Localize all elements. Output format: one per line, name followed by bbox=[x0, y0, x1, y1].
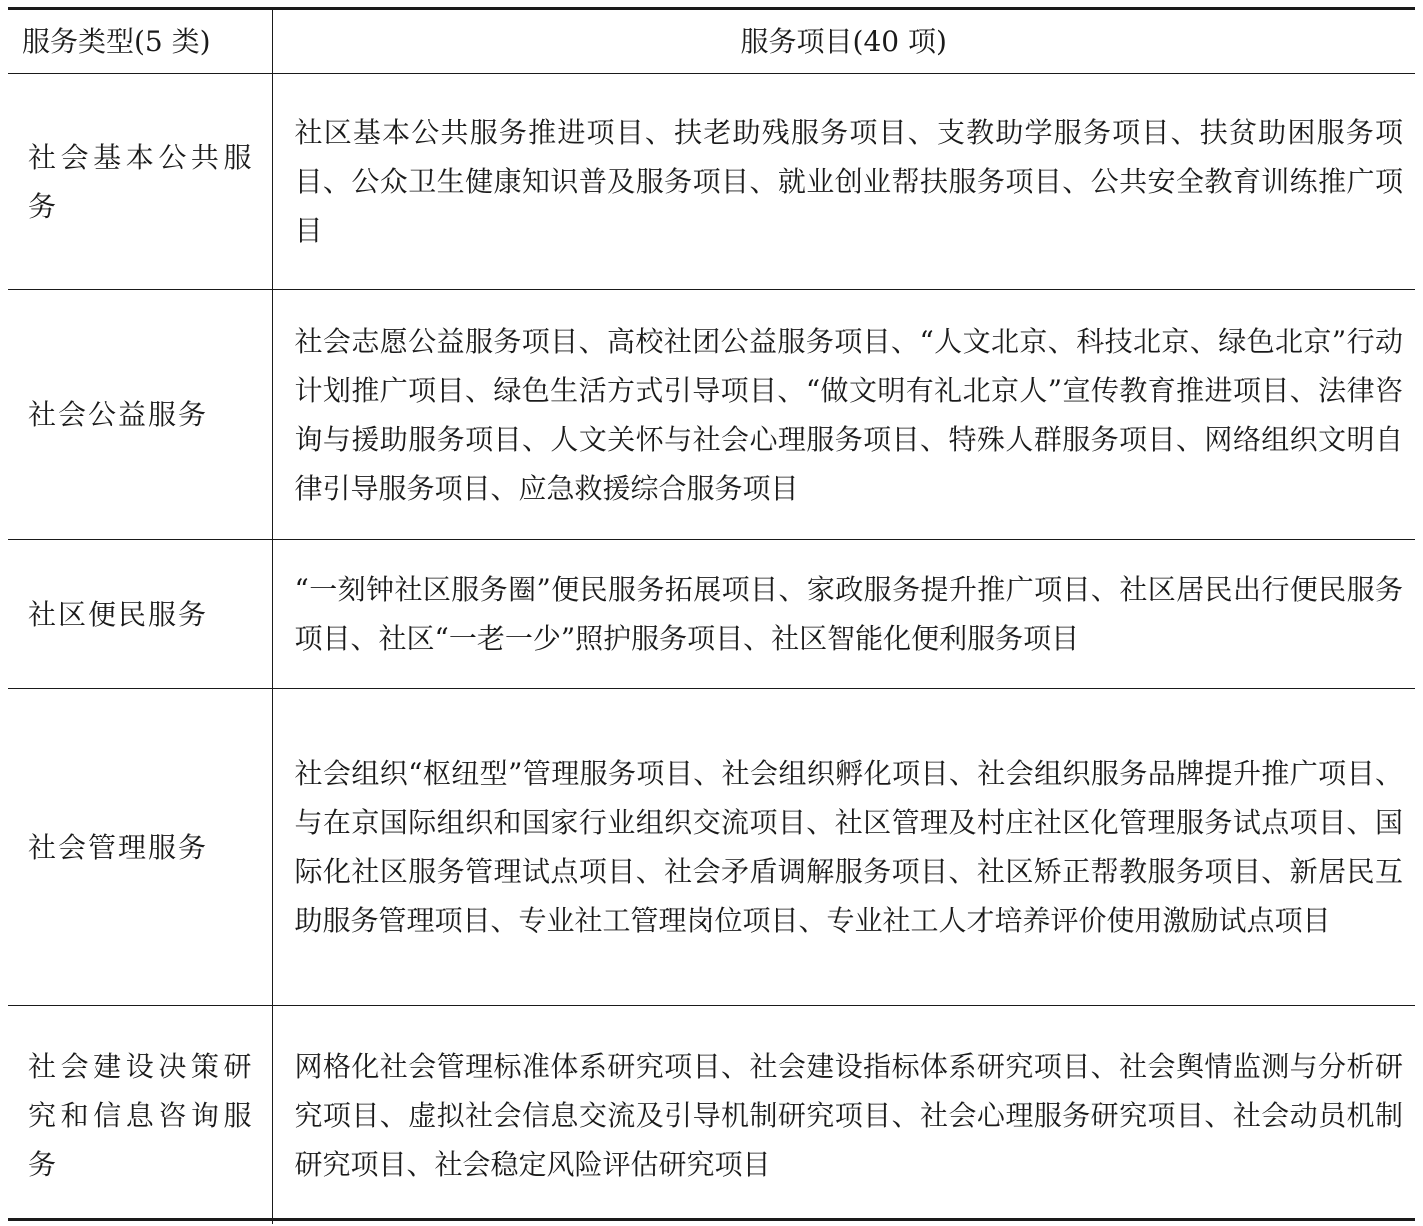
service-items-cell: 社会志愿公益服务项目、高校社团公益服务项目、“人文北京、科技北京、绿色北京”行动计划推广项目、绿色生活方式引导项目、“做文明有礼北京人”宣传教育推进项目、法律咨询与援助服务项目、人文关怀与社会心理服务项目、特殊人群服务项目、网络组织文明自律引导服务项目、应急救援综合服务项目 bbox=[272, 290, 1415, 540]
service-type-cell: 社会管理服务 bbox=[8, 689, 272, 1006]
header-service-items: 服务项目(40 项) bbox=[272, 10, 1415, 74]
service-items-cell: 网格化社会管理标准体系研究项目、社会建设指标体系研究项目、社会舆情监测与分析研究项目、虚拟社会信息交流及引导机制研究项目、社会心理服务研究项目、社会动员机制研究项目、社会稳定风险评估研究项目 bbox=[294, 1049, 1403, 1181]
service-items-cell: “一刻钟社区服务圈”便民服务拓展项目、家政服务提升推广项目、社区居民出行便民服务项目、社区“一老一少”照护服务项目、社区智能化便利服务项目 bbox=[272, 540, 1415, 689]
table-row bbox=[8, 74, 1415, 290]
table-row bbox=[8, 290, 1415, 540]
service-type-cell: 社会公益服务 bbox=[8, 290, 272, 540]
service-items-cell: 社会组织“枢纽型”管理服务项目、社会组织孵化项目、社会组织服务品牌提升推广项目、与在京国际组织和国家行业组织交流项目、社区管理及村庄社区化管理服务试点项目、国际化社区服务管理试点项目、社会矛盾调解服务项目、社区矫正帮教服务项目、新居民互助服务管理项目、专业社工管理岗位项目、专业社工人才培养评价使用激励试点项目 bbox=[272, 689, 1415, 1006]
service-table bbox=[8, 10, 1415, 1224]
service-type-cell: 社会建设决策研究和信息咨询服务 bbox=[8, 1006, 272, 1225]
table-row bbox=[8, 689, 1415, 1006]
service-table-container bbox=[8, 7, 1415, 1221]
service-items-cell: 社区基本公共服务推进项目、扶老助残服务项目、支教助学服务项目、扶贫助困服务项目、公众卫生健康知识普及服务项目、就业创业帮扶服务项目、公共安全教育训练推广项目 bbox=[272, 74, 1415, 290]
service-type-cell: 社会基本公共服务 bbox=[8, 74, 272, 290]
table-header-row bbox=[8, 10, 1415, 74]
header-service-type: 服务类型(5 类) bbox=[8, 10, 272, 74]
table-row bbox=[8, 540, 1415, 689]
table-row bbox=[8, 1006, 1415, 1225]
service-type-cell: 社区便民服务 bbox=[8, 540, 272, 689]
